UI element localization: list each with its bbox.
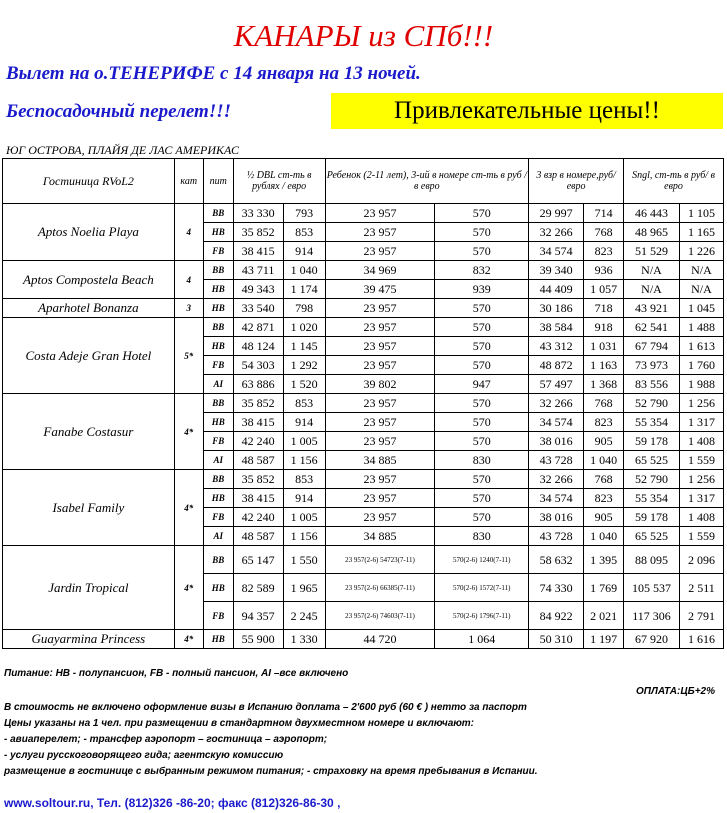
price-sngl-eur: 1 408 <box>679 432 723 451</box>
price-sngl-eur: 1 105 <box>679 204 723 223</box>
hotel-category: 4* <box>174 546 203 630</box>
price-sngl-rub: 52 790 <box>624 394 680 413</box>
meal-plan: AI <box>203 527 233 546</box>
price-child-rub: 23 957 <box>325 337 435 356</box>
hotel-name: Aptos Compostela Beach <box>3 261 175 299</box>
price-child-rub: 23 957 <box>325 299 435 318</box>
price-child-rub: 23 957 <box>325 223 435 242</box>
meal-plan: HB <box>203 223 233 242</box>
price-sngl-eur: 2 096 <box>679 546 723 574</box>
price-child-rub: 34 969 <box>325 261 435 280</box>
price-dbl-rub: 65 147 <box>233 546 283 574</box>
price-dbl-eur: 1 156 <box>283 527 325 546</box>
price-sngl-rub: 67 920 <box>624 630 680 649</box>
header-hotel: Гостиница RVoL2 <box>3 159 175 204</box>
price-child-rub: 39 802 <box>325 375 435 394</box>
price-third-eur: 1 163 <box>584 356 624 375</box>
price-child-eur: 570 <box>435 489 529 508</box>
price-sngl-rub: 55 354 <box>624 413 680 432</box>
price-dbl-eur: 1 020 <box>283 318 325 337</box>
price-sngl-eur: N/A <box>679 261 723 280</box>
price-third-rub: 34 574 <box>529 413 584 432</box>
promo-banner: Привлекательные цены!! <box>331 93 723 129</box>
price-third-eur: 905 <box>584 508 624 527</box>
price-child-eur: 570 <box>435 413 529 432</box>
price-third-rub: 43 728 <box>529 451 584 470</box>
price-sngl-eur: 2 791 <box>679 602 723 630</box>
price-dbl-rub: 35 852 <box>233 470 283 489</box>
price-third-eur: 918 <box>584 318 624 337</box>
price-sngl-eur: 2 511 <box>679 574 723 602</box>
price-third-rub: 32 266 <box>529 470 584 489</box>
header-child: Ребенок (2-11 лет), 3-ий в номере ст-ть в руб / в евро <box>325 159 529 204</box>
price-dbl-rub: 82 589 <box>233 574 283 602</box>
price-third-eur: 1 031 <box>584 337 624 356</box>
hotel-category: 4 <box>174 261 203 299</box>
price-third-rub: 29 997 <box>529 204 584 223</box>
price-dbl-rub: 42 240 <box>233 432 283 451</box>
hotel-name: Jardin Tropical <box>3 546 175 630</box>
price-dbl-rub: 42 871 <box>233 318 283 337</box>
price-child-rub: 23 957(2-6) 54723(7-11) <box>325 546 435 574</box>
region-label: ЮГ ОСТРОВА, ПЛАЙЯ ДЕ ЛАС АМЕРИКАС <box>6 143 240 157</box>
note-line: - авиаперелет; - трансфер аэропорт – гостиница – аэропорт; <box>4 734 328 745</box>
price-sngl-eur: 1 317 <box>679 413 723 432</box>
price-third-eur: 768 <box>584 223 624 242</box>
price-third-rub: 43 728 <box>529 527 584 546</box>
hotel-name: Aparhotel Bonanza <box>3 299 175 318</box>
price-child-eur: 570 <box>435 299 529 318</box>
header-third: 3 взр в номере,руб/евро <box>529 159 624 204</box>
price-third-eur: 1 040 <box>584 527 624 546</box>
price-dbl-eur: 1 005 <box>283 432 325 451</box>
meal-plan: HB <box>203 280 233 299</box>
price-sngl-rub: N/A <box>624 261 680 280</box>
price-sngl-rub: 73 973 <box>624 356 680 375</box>
price-third-eur: 936 <box>584 261 624 280</box>
price-dbl-eur: 1 145 <box>283 337 325 356</box>
meal-plan: AI <box>203 375 233 394</box>
price-third-eur: 1 368 <box>584 375 624 394</box>
meal-plan: BB <box>203 318 233 337</box>
price-child-eur: 570(2-6) 1240(7-11) <box>435 546 529 574</box>
price-sngl-eur: 1 256 <box>679 394 723 413</box>
price-sngl-eur: 1 988 <box>679 375 723 394</box>
meal-plan: FB <box>203 356 233 375</box>
price-table-body <box>3 204 724 649</box>
price-dbl-eur: 914 <box>283 489 325 508</box>
hotel-category: 3 <box>174 299 203 318</box>
price-third-rub: 38 584 <box>529 318 584 337</box>
price-dbl-rub: 94 357 <box>233 602 283 630</box>
table-row <box>3 470 724 489</box>
header-dbl: ½ DBL ст-ть в рублях / евро <box>233 159 325 204</box>
price-sngl-rub: 88 095 <box>624 546 680 574</box>
price-sngl-rub: 83 556 <box>624 375 680 394</box>
price-dbl-eur: 1 005 <box>283 508 325 527</box>
price-child-rub: 23 957(2-6) 74603(7-11) <box>325 602 435 630</box>
price-dbl-eur: 1 550 <box>283 546 325 574</box>
price-dbl-eur: 853 <box>283 470 325 489</box>
price-table <box>2 158 724 649</box>
price-third-eur: 768 <box>584 394 624 413</box>
hotel-category: 4 <box>174 204 203 261</box>
price-third-eur: 714 <box>584 204 624 223</box>
price-child-eur: 570 <box>435 223 529 242</box>
table-row <box>3 630 724 649</box>
price-third-eur: 1 040 <box>584 451 624 470</box>
price-child-eur: 830 <box>435 527 529 546</box>
price-third-rub: 74 330 <box>529 574 584 602</box>
price-third-rub: 39 340 <box>529 261 584 280</box>
price-dbl-eur: 1 156 <box>283 451 325 470</box>
price-sngl-rub: 43 921 <box>624 299 680 318</box>
price-dbl-eur: 1 292 <box>283 356 325 375</box>
price-child-eur: 947 <box>435 375 529 394</box>
price-child-eur: 570(2-6) 1796(7-11) <box>435 602 529 630</box>
header-cat: кат <box>174 159 203 204</box>
hotel-category: 4* <box>174 394 203 470</box>
contacts-line: www.soltour.ru, Тел. (812)326 -86-20; факс (812)326-86-30 , <box>4 796 341 810</box>
price-third-rub: 34 574 <box>529 242 584 261</box>
price-dbl-rub: 33 330 <box>233 204 283 223</box>
meal-plan: FB <box>203 602 233 630</box>
price-child-rub: 23 957 <box>325 470 435 489</box>
price-third-rub: 57 497 <box>529 375 584 394</box>
note-line: Цены указаны на 1 чел. при размещении в стандартном двухместном номере и включают: <box>4 718 475 729</box>
price-third-rub: 38 016 <box>529 432 584 451</box>
price-child-eur: 830 <box>435 451 529 470</box>
price-child-rub: 34 885 <box>325 527 435 546</box>
price-child-rub: 23 957 <box>325 394 435 413</box>
price-sngl-rub: 65 525 <box>624 527 680 546</box>
price-sngl-eur: 1 616 <box>679 630 723 649</box>
price-sngl-rub: 59 178 <box>624 432 680 451</box>
price-child-rub: 23 957 <box>325 242 435 261</box>
table-row <box>3 261 724 280</box>
hotel-name: Isabel Family <box>3 470 175 546</box>
hotel-name: Aptos Noelia Playa <box>3 204 175 261</box>
price-dbl-rub: 48 587 <box>233 451 283 470</box>
price-dbl-rub: 33 540 <box>233 299 283 318</box>
meal-plan: HB <box>203 299 233 318</box>
price-sngl-eur: N/A <box>679 280 723 299</box>
hotel-name: Fanabe Costasur <box>3 394 175 470</box>
note-line: размещение в гостинице с выбранным режимом питания; - страховку на время пребывания в Испании. <box>4 766 538 777</box>
price-sngl-eur: 1 488 <box>679 318 723 337</box>
price-dbl-eur: 798 <box>283 299 325 318</box>
price-dbl-eur: 853 <box>283 223 325 242</box>
price-sngl-eur: 1 165 <box>679 223 723 242</box>
price-dbl-eur: 1 965 <box>283 574 325 602</box>
price-sngl-eur: 1 045 <box>679 299 723 318</box>
price-sngl-rub: 46 443 <box>624 204 680 223</box>
hotel-category: 4* <box>174 630 203 649</box>
terms-notes <box>4 700 538 780</box>
price-dbl-rub: 42 240 <box>233 508 283 527</box>
table-row <box>3 204 724 223</box>
price-child-rub: 39 475 <box>325 280 435 299</box>
price-sngl-rub: 62 541 <box>624 318 680 337</box>
price-third-eur: 823 <box>584 489 624 508</box>
meal-plan: HB <box>203 489 233 508</box>
price-third-rub: 32 266 <box>529 394 584 413</box>
price-child-eur: 570 <box>435 337 529 356</box>
price-sngl-eur: 1 559 <box>679 451 723 470</box>
price-sngl-rub: N/A <box>624 280 680 299</box>
meal-plan: FB <box>203 508 233 527</box>
price-third-eur: 1 769 <box>584 574 624 602</box>
price-child-eur: 832 <box>435 261 529 280</box>
table-row <box>3 394 724 413</box>
price-sngl-rub: 52 790 <box>624 470 680 489</box>
price-dbl-rub: 38 415 <box>233 489 283 508</box>
price-third-eur: 2 021 <box>584 602 624 630</box>
price-dbl-eur: 1 330 <box>283 630 325 649</box>
header-sngl: Sngl, ст-ть в руб/ в евро <box>624 159 724 204</box>
page-title: КАНАРЫ из СПб!!! <box>233 18 494 53</box>
price-dbl-eur: 2 245 <box>283 602 325 630</box>
price-dbl-rub: 38 415 <box>233 413 283 432</box>
price-third-eur: 823 <box>584 242 624 261</box>
price-dbl-rub: 48 587 <box>233 527 283 546</box>
price-dbl-eur: 914 <box>283 413 325 432</box>
meal-plan: AI <box>203 451 233 470</box>
price-third-rub: 84 922 <box>529 602 584 630</box>
price-dbl-rub: 54 303 <box>233 356 283 375</box>
price-dbl-rub: 35 852 <box>233 223 283 242</box>
note-line: - услуги русскоговорящего гида; агентскую комиссию <box>4 750 284 761</box>
price-child-rub: 23 957 <box>325 318 435 337</box>
price-child-rub: 23 957 <box>325 413 435 432</box>
price-dbl-eur: 914 <box>283 242 325 261</box>
price-third-eur: 1 395 <box>584 546 624 574</box>
price-child-eur: 570 <box>435 204 529 223</box>
meal-plan: HB <box>203 337 233 356</box>
meal-plan: HB <box>203 574 233 602</box>
nonstop-line: Беспосадочный перелет!!! <box>6 101 232 122</box>
price-third-rub: 32 266 <box>529 223 584 242</box>
price-sngl-rub: 65 525 <box>624 451 680 470</box>
price-dbl-rub: 49 343 <box>233 280 283 299</box>
price-third-rub: 43 312 <box>529 337 584 356</box>
price-child-eur: 570 <box>435 508 529 527</box>
price-child-rub: 23 957 <box>325 432 435 451</box>
price-dbl-rub: 38 415 <box>233 242 283 261</box>
meal-plan: HB <box>203 413 233 432</box>
price-child-eur: 570 <box>435 356 529 375</box>
price-third-eur: 905 <box>584 432 624 451</box>
price-dbl-rub: 48 124 <box>233 337 283 356</box>
meal-plan: FB <box>203 242 233 261</box>
table-header-row <box>3 159 724 204</box>
price-child-rub: 23 957 <box>325 204 435 223</box>
price-third-rub: 34 574 <box>529 489 584 508</box>
price-child-eur: 570 <box>435 394 529 413</box>
price-child-rub: 44 720 <box>325 630 435 649</box>
meal-plan: BB <box>203 204 233 223</box>
price-third-eur: 718 <box>584 299 624 318</box>
price-sngl-eur: 1 613 <box>679 337 723 356</box>
table-row <box>3 299 724 318</box>
price-third-rub: 50 310 <box>529 630 584 649</box>
price-sngl-rub: 51 529 <box>624 242 680 261</box>
departure-line: Вылет на о.ТЕНЕРИФЕ с 14 января на 13 ночей. <box>6 63 421 84</box>
meal-legend: Питание: HB - полупансион, FB - полный пансион, AI –все включено <box>4 668 349 679</box>
price-dbl-rub: 43 711 <box>233 261 283 280</box>
price-child-eur: 570 <box>435 242 529 261</box>
price-child-rub: 23 957 <box>325 356 435 375</box>
price-child-rub: 23 957 <box>325 508 435 527</box>
price-sngl-eur: 1 226 <box>679 242 723 261</box>
price-sngl-eur: 1 408 <box>679 508 723 527</box>
price-child-eur: 939 <box>435 280 529 299</box>
note-line: В стоимость не включено оформление визы в Испанию доплата – 2'600 руб (60 € ) нетто за паспорт <box>4 702 527 713</box>
price-sngl-rub: 48 965 <box>624 223 680 242</box>
price-dbl-eur: 1 040 <box>283 261 325 280</box>
payment-note: ОПЛАТА:ЦБ+2% <box>636 686 715 697</box>
price-child-eur: 570 <box>435 432 529 451</box>
price-third-rub: 38 016 <box>529 508 584 527</box>
price-dbl-rub: 55 900 <box>233 630 283 649</box>
price-sngl-eur: 1 256 <box>679 470 723 489</box>
price-sngl-eur: 1 317 <box>679 489 723 508</box>
price-third-rub: 58 632 <box>529 546 584 574</box>
hotel-name: Guayarmina Princess <box>3 630 175 649</box>
price-child-rub: 34 885 <box>325 451 435 470</box>
price-sngl-rub: 59 178 <box>624 508 680 527</box>
meal-plan: BB <box>203 394 233 413</box>
price-sngl-rub: 105 537 <box>624 574 680 602</box>
price-child-eur: 1 064 <box>435 630 529 649</box>
price-third-eur: 1 197 <box>584 630 624 649</box>
price-child-eur: 570 <box>435 470 529 489</box>
price-child-rub: 23 957 <box>325 489 435 508</box>
meal-plan: FB <box>203 432 233 451</box>
hotel-category: 5* <box>174 318 203 394</box>
price-dbl-eur: 793 <box>283 204 325 223</box>
price-dbl-eur: 853 <box>283 394 325 413</box>
meal-plan: BB <box>203 546 233 574</box>
hotel-category: 4* <box>174 470 203 546</box>
price-dbl-eur: 1 520 <box>283 375 325 394</box>
meal-plan: BB <box>203 470 233 489</box>
hotel-name: Costa Adeje Gran Hotel <box>3 318 175 394</box>
price-dbl-rub: 35 852 <box>233 394 283 413</box>
price-sngl-eur: 1 760 <box>679 356 723 375</box>
price-third-rub: 44 409 <box>529 280 584 299</box>
price-dbl-eur: 1 174 <box>283 280 325 299</box>
price-child-eur: 570 <box>435 318 529 337</box>
price-third-eur: 823 <box>584 413 624 432</box>
price-third-eur: 1 057 <box>584 280 624 299</box>
header-meal: пит <box>203 159 233 204</box>
table-row <box>3 546 724 574</box>
price-sngl-rub: 55 354 <box>624 489 680 508</box>
price-third-rub: 30 186 <box>529 299 584 318</box>
meal-plan: BB <box>203 261 233 280</box>
table-row <box>3 318 724 337</box>
price-child-rub: 23 957(2-6) 66385(7-11) <box>325 574 435 602</box>
price-third-eur: 768 <box>584 470 624 489</box>
price-child-eur: 570(2-6) 1572(7-11) <box>435 574 529 602</box>
price-sngl-rub: 67 794 <box>624 337 680 356</box>
price-sngl-eur: 1 559 <box>679 527 723 546</box>
price-sngl-rub: 117 306 <box>624 602 680 630</box>
meal-plan: HB <box>203 630 233 649</box>
price-third-rub: 48 872 <box>529 356 584 375</box>
price-dbl-rub: 63 886 <box>233 375 283 394</box>
